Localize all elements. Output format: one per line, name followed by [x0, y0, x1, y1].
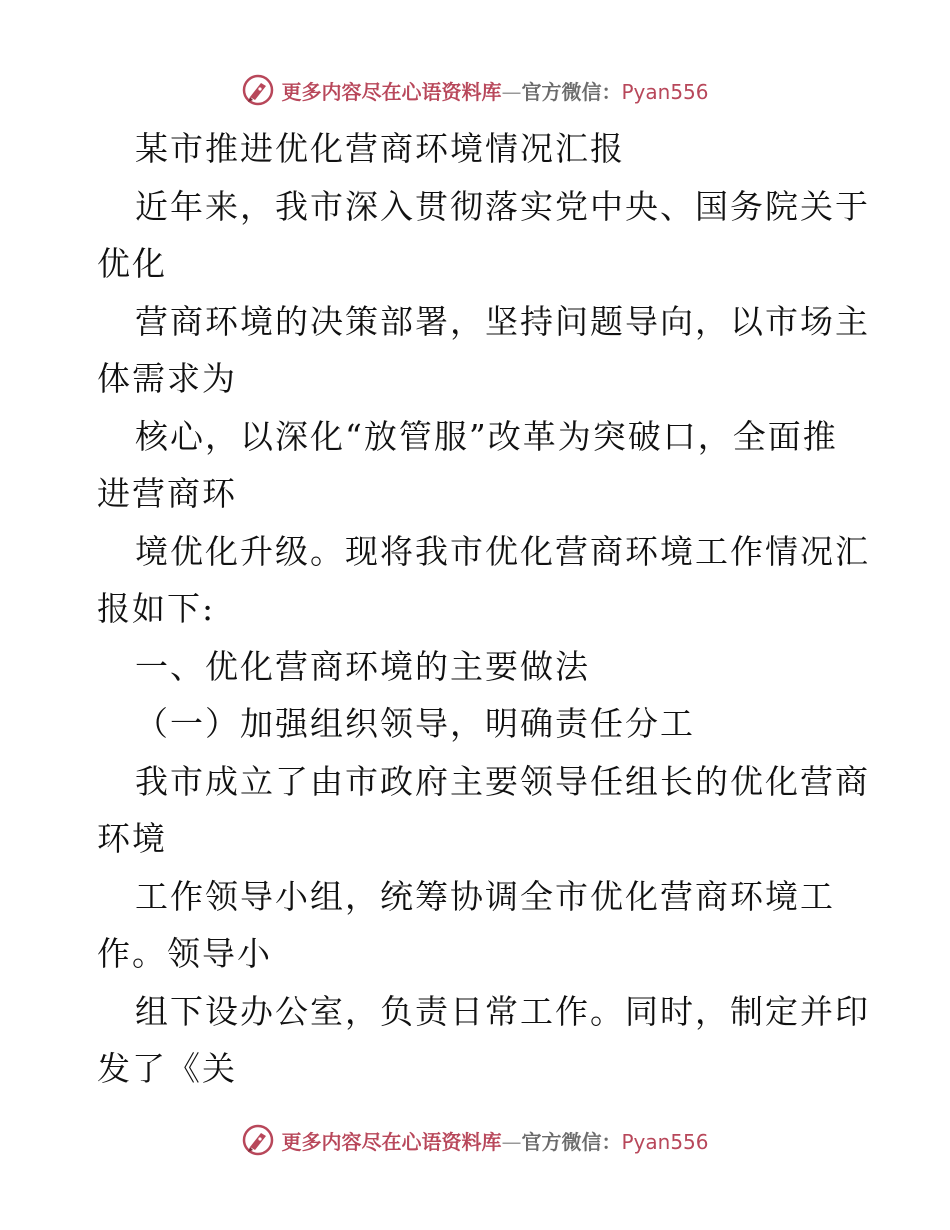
- pen-nib-logo-icon: [241, 1123, 275, 1157]
- text-line: 作。领导小: [97, 934, 272, 973]
- watermark-text: [281, 1126, 708, 1155]
- watermark-site-name: 更多内容尽在心语资料库: [281, 79, 502, 104]
- watermark-group: [241, 1123, 708, 1157]
- header-watermark-banner: [0, 70, 950, 110]
- watermark-wechat-label: 官方微信：: [521, 79, 622, 104]
- watermark-dash: —: [501, 1129, 522, 1154]
- text-line: 体需求为: [97, 359, 237, 398]
- text-line: 环境: [97, 819, 167, 858]
- watermark-wechat-label: 官方微信：: [521, 1129, 622, 1154]
- text-line: 组下设办公室，负责日常工作。同时，制定并印: [135, 991, 870, 1031]
- text-line: 一、优化营商环境的主要做法: [135, 646, 590, 686]
- text-line: 我市成立了由市政府主要领导任组长的优化营商: [135, 761, 870, 801]
- text-line: 工作领导小组，统筹协调全市优化营商环境工: [135, 876, 835, 916]
- text-line: 近年来，我市深入贯彻落实党中央、国务院关于: [135, 186, 870, 226]
- text-line: 报如下:: [97, 589, 216, 628]
- text-line: 核心，以深化“放管服”改革为突破口，全面推: [135, 416, 838, 456]
- text-line: 进营商环: [97, 474, 237, 513]
- text-line: 境优化升级。现将我市优化营商环境工作情况汇: [135, 531, 870, 571]
- text-line: 发了《关: [97, 1049, 237, 1088]
- watermark-wechat-id: Pyan556: [621, 1129, 709, 1154]
- watermark-group: [241, 73, 708, 107]
- text-line: 优化: [97, 244, 167, 283]
- document-title: 某市推进优化营商环境情况汇报: [135, 129, 625, 168]
- text-line: （一）加强组织领导，明确责任分工: [135, 704, 695, 743]
- footer-watermark-banner: [0, 1120, 950, 1160]
- document-body: [97, 120, 870, 1098]
- watermark-dash: —: [501, 79, 522, 104]
- text-line: 营商环境的决策部署，坚持问题导向，以市场主: [135, 301, 870, 341]
- watermark-site-name: 更多内容尽在心语资料库: [281, 1129, 502, 1154]
- watermark-wechat-id: Pyan556: [621, 79, 709, 104]
- watermark-text: [281, 76, 708, 105]
- pen-nib-logo-icon: [241, 73, 275, 107]
